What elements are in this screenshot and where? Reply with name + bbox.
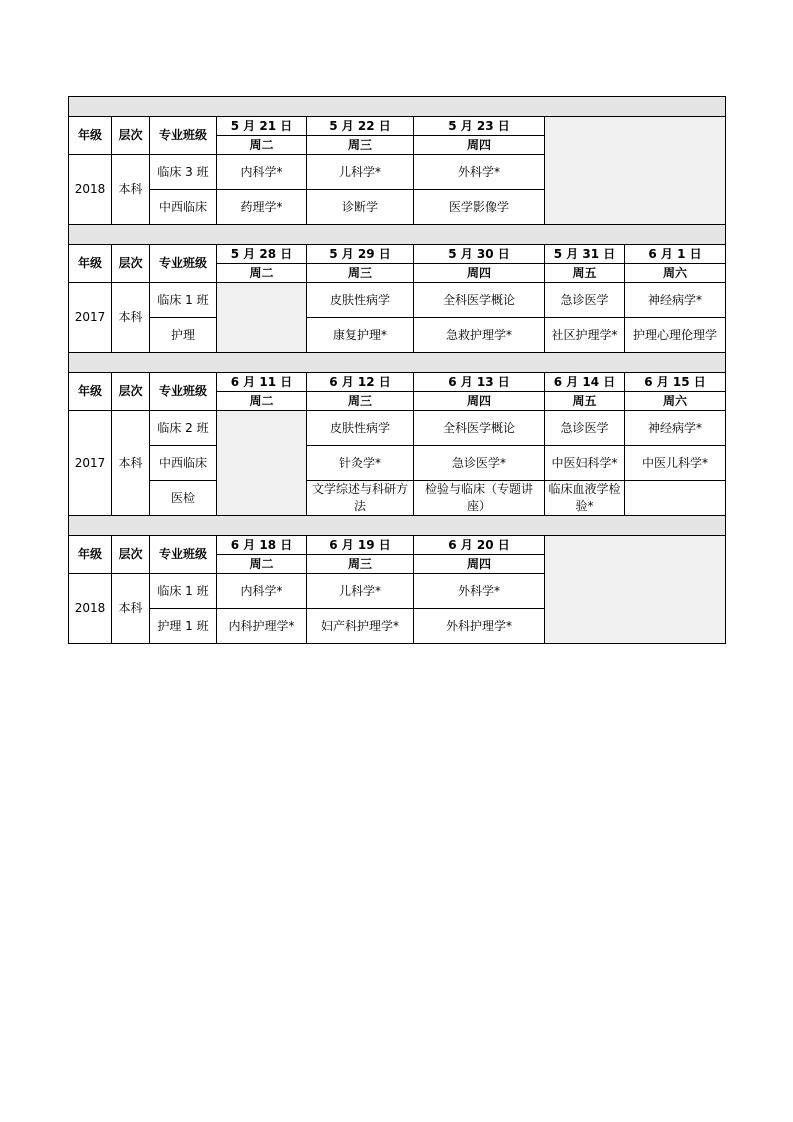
course-cell: 康复护理*	[307, 318, 414, 353]
level-header: 层次	[112, 117, 150, 155]
course-cell: 外科护理学*	[414, 609, 545, 644]
date-header: 6 月 12 日	[307, 373, 414, 392]
block-separator	[69, 97, 726, 117]
weekday-header: 周四	[414, 555, 545, 574]
major-cell: 临床 2 班	[150, 411, 217, 446]
weekday-header: 周二	[217, 555, 307, 574]
course-cell: 文学综述与科研方法	[307, 481, 414, 516]
weekday-header: 周二	[217, 392, 307, 411]
weekday-header: 周六	[625, 392, 726, 411]
weekday-header: 周四	[414, 392, 545, 411]
course-cell: 急救护理学*	[414, 318, 545, 353]
major-cell: 护理	[150, 318, 217, 353]
date-header: 6 月 18 日	[217, 536, 307, 555]
block-date-row	[69, 536, 726, 555]
date-header: 5 月 21 日	[217, 117, 307, 136]
weekday-header: 周三	[307, 136, 414, 155]
level-cell: 本科	[112, 155, 150, 225]
block-separator	[69, 516, 726, 536]
level-header: 层次	[112, 245, 150, 283]
course-cell: 皮肤性病学	[307, 283, 414, 318]
date-header: 6 月 1 日	[625, 245, 726, 264]
course-cell: 妇产科护理学*	[307, 609, 414, 644]
block-date-row	[69, 373, 726, 392]
weekday-header: 周三	[307, 264, 414, 283]
grade-header: 年级	[69, 117, 112, 155]
empty-cell	[217, 411, 307, 516]
date-header: 5 月 28 日	[217, 245, 307, 264]
weekday-header: 周三	[307, 555, 414, 574]
schedule-table	[68, 96, 726, 644]
date-header: 6 月 19 日	[307, 536, 414, 555]
block-date-row	[69, 245, 726, 264]
major-cell: 护理 1 班	[150, 609, 217, 644]
date-header: 6 月 14 日	[545, 373, 625, 392]
table-row	[69, 318, 726, 353]
block-separator	[69, 225, 726, 245]
course-cell: 儿科学*	[307, 155, 414, 190]
date-header: 5 月 29 日	[307, 245, 414, 264]
date-header: 5 月 31 日	[545, 245, 625, 264]
course-cell: 外科学*	[414, 574, 545, 609]
course-cell: 社区护理学*	[545, 318, 625, 353]
block-separator	[69, 353, 726, 373]
course-cell: 全科医学概论	[414, 283, 545, 318]
weekday-header: 周五	[545, 392, 625, 411]
grade-cell: 2018	[69, 574, 112, 644]
empty-cell	[217, 283, 307, 353]
major-header: 专业班级	[150, 373, 217, 411]
major-cell: 中西临床	[150, 446, 217, 481]
course-cell: 皮肤性病学	[307, 411, 414, 446]
course-cell: 中医妇科学*	[545, 446, 625, 481]
grade-header: 年级	[69, 536, 112, 574]
major-header: 专业班级	[150, 536, 217, 574]
grade-cell: 2017	[69, 283, 112, 353]
course-cell: 外科学*	[414, 155, 545, 190]
course-cell: 针灸学*	[307, 446, 414, 481]
level-cell: 本科	[112, 411, 150, 516]
course-cell: 神经病学*	[625, 283, 726, 318]
weekday-header: 周四	[414, 136, 545, 155]
weekday-header: 周六	[625, 264, 726, 283]
block-date-row	[69, 117, 726, 136]
major-cell: 临床 1 班	[150, 283, 217, 318]
date-header: 6 月 15 日	[625, 373, 726, 392]
course-cell: 药理学*	[217, 190, 307, 225]
course-cell: 全科医学概论	[414, 411, 545, 446]
course-cell: 急诊医学*	[414, 446, 545, 481]
empty-cell	[545, 536, 726, 644]
empty-cell	[545, 117, 726, 225]
course-cell: 内科护理学*	[217, 609, 307, 644]
weekday-header: 周二	[217, 264, 307, 283]
weekday-header: 周三	[307, 392, 414, 411]
course-cell: 儿科学*	[307, 574, 414, 609]
major-cell: 医检	[150, 481, 217, 516]
level-cell: 本科	[112, 283, 150, 353]
course-cell: 内科学*	[217, 155, 307, 190]
course-cell: 检验与临床（专题讲座）	[414, 481, 545, 516]
weekday-header: 周四	[414, 264, 545, 283]
table-row	[69, 446, 726, 481]
course-cell: 医学影像学	[414, 190, 545, 225]
course-cell: 中医儿科学*	[625, 446, 726, 481]
course-cell: 护理心理伦理学	[625, 318, 726, 353]
level-cell: 本科	[112, 574, 150, 644]
course-cell: 临床血液学检验*	[545, 481, 625, 516]
major-header: 专业班级	[150, 245, 217, 283]
date-header: 5 月 30 日	[414, 245, 545, 264]
major-cell: 临床 1 班	[150, 574, 217, 609]
table-row	[69, 411, 726, 446]
grade-header: 年级	[69, 245, 112, 283]
major-header: 专业班级	[150, 117, 217, 155]
course-cell	[625, 481, 726, 516]
date-header: 5 月 22 日	[307, 117, 414, 136]
level-header: 层次	[112, 373, 150, 411]
course-cell: 急诊医学	[545, 411, 625, 446]
course-cell: 诊断学	[307, 190, 414, 225]
date-header: 5 月 23 日	[414, 117, 545, 136]
course-cell: 内科学*	[217, 574, 307, 609]
grade-cell: 2017	[69, 411, 112, 516]
date-header: 6 月 13 日	[414, 373, 545, 392]
major-cell: 临床 3 班	[150, 155, 217, 190]
major-cell: 中西临床	[150, 190, 217, 225]
grade-header: 年级	[69, 373, 112, 411]
weekday-header: 周二	[217, 136, 307, 155]
table-row	[69, 283, 726, 318]
course-cell: 神经病学*	[625, 411, 726, 446]
level-header: 层次	[112, 536, 150, 574]
date-header: 6 月 20 日	[414, 536, 545, 555]
grade-cell: 2018	[69, 155, 112, 225]
course-cell: 急诊医学	[545, 283, 625, 318]
date-header: 6 月 11 日	[217, 373, 307, 392]
weekday-header: 周五	[545, 264, 625, 283]
table-row	[69, 481, 726, 516]
